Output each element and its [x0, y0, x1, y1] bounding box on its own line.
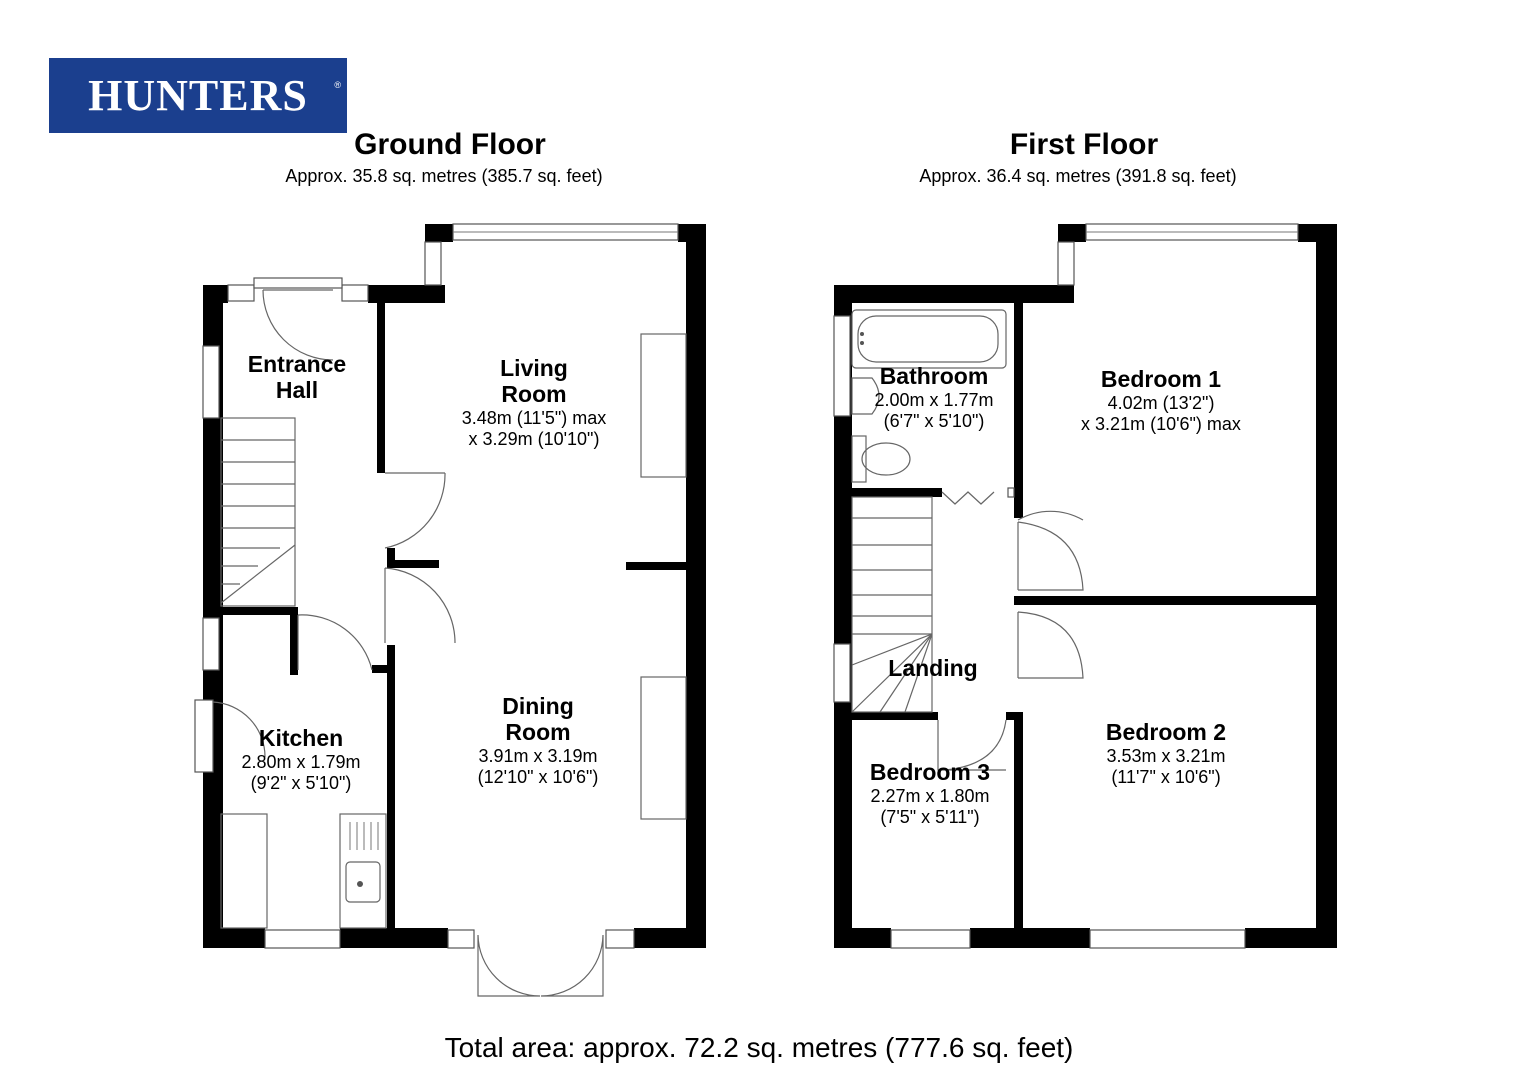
wall	[686, 224, 706, 948]
room-name: Room	[505, 719, 571, 745]
room-name: Living	[500, 355, 568, 381]
room-name: Room	[501, 381, 567, 407]
wc-cistern	[852, 436, 866, 482]
door-swing-bedroom-2	[1018, 612, 1083, 678]
wall	[290, 607, 298, 675]
wall	[1006, 712, 1023, 720]
room-dimensions: (12'10" x 10'6")	[477, 767, 599, 787]
front-door	[254, 278, 342, 288]
room-name: Dining	[502, 693, 574, 719]
wall	[221, 607, 297, 615]
wall	[634, 928, 706, 948]
room-dimensions: 2.00m x 1.77m	[874, 390, 994, 410]
window	[425, 242, 441, 285]
kitchen-unit	[221, 814, 267, 928]
wc-bowl	[862, 443, 910, 475]
room-name: Bedroom 2	[1105, 719, 1227, 745]
door-swing	[1018, 511, 1083, 520]
room-dimensions: 2.27m x 1.80m	[870, 786, 990, 806]
wall	[203, 285, 228, 303]
wall	[852, 712, 938, 720]
room-name: Bedroom 3	[869, 759, 991, 785]
sink	[346, 862, 380, 902]
window	[891, 930, 970, 948]
window	[834, 644, 850, 702]
kitchen-counter	[340, 814, 386, 928]
first-floor-plan	[834, 224, 1337, 948]
door-swing	[385, 473, 445, 548]
bifold-door	[942, 492, 994, 504]
wall	[203, 928, 265, 948]
wall	[678, 224, 706, 242]
first-floor-title: First Floor	[1009, 128, 1159, 161]
window	[1058, 242, 1074, 285]
wall	[340, 928, 448, 948]
door-swing	[263, 290, 333, 360]
door-swing	[385, 568, 455, 643]
window	[228, 285, 254, 301]
window	[203, 346, 219, 418]
wall	[852, 488, 942, 497]
window	[1090, 930, 1245, 948]
room-name: Bathroom	[879, 363, 989, 389]
wall	[377, 303, 385, 473]
wall	[1014, 303, 1023, 518]
chimney-breast	[641, 677, 686, 819]
window	[265, 930, 340, 948]
room-name: Entrance	[247, 351, 347, 377]
window	[834, 316, 850, 416]
room-dimensions: 3.53m x 3.21m	[1106, 746, 1226, 766]
door-swing-bedroom-1	[1018, 522, 1083, 590]
room-name: Landing	[888, 655, 978, 681]
wall	[387, 645, 395, 930]
bath	[852, 310, 1006, 368]
ground-floor-title: Ground Floor	[354, 128, 546, 161]
room-dimensions: 3.91m x 3.19m	[478, 746, 598, 766]
window	[342, 285, 368, 301]
french-door-swing	[541, 935, 603, 996]
room-dimensions: (7'5" x 5'11")	[880, 807, 980, 827]
wall	[1058, 224, 1086, 242]
window	[203, 618, 219, 670]
wall	[970, 928, 1090, 948]
wall	[626, 562, 688, 570]
logo-registered-mark: ®	[334, 80, 341, 90]
wall	[1245, 928, 1337, 948]
wall	[1316, 224, 1337, 948]
ground-floor-area: Approx. 35.8 sq. metres (385.7 sq. feet)	[285, 166, 603, 186]
room-dimensions: 2.80m x 1.79m	[241, 752, 361, 772]
sink-drain	[357, 881, 363, 887]
wall	[834, 285, 1074, 303]
wall	[834, 928, 891, 948]
staircase	[221, 418, 295, 606]
room-dimensions: x 3.21m (10'6") max	[1081, 414, 1241, 434]
room-dimensions: (6'7" x 5'10")	[883, 411, 985, 431]
logo-text: HUNTERS	[88, 71, 308, 120]
wall	[372, 665, 392, 673]
room-name: Kitchen	[258, 725, 344, 751]
wall	[368, 285, 445, 303]
wall	[1298, 224, 1337, 242]
room-dimensions: (9'2" x 5'10")	[250, 773, 352, 793]
window	[606, 930, 634, 948]
room-dimensions: x 3.29m (10'10")	[468, 429, 600, 449]
total-area: Total area: approx. 72.2 sq. metres (777.6 sq. feet)	[444, 1032, 1074, 1063]
wall	[425, 224, 453, 242]
chimney-breast	[641, 334, 686, 477]
room-name: Bedroom 1	[1100, 366, 1222, 392]
door-swing	[298, 615, 372, 670]
first-floor-area: Approx. 36.4 sq. metres (391.8 sq. feet)	[919, 166, 1237, 186]
bath-inner	[858, 316, 998, 362]
room-dimensions: (11'7" x 10'6")	[1111, 767, 1221, 787]
room-dimensions: 4.02m (13'2")	[1107, 393, 1215, 413]
side-door	[195, 700, 213, 772]
room-name: Hall	[275, 377, 319, 403]
wall	[387, 560, 439, 568]
wall	[1014, 596, 1336, 605]
room-dimensions: 3.48m (11'5") max	[461, 408, 607, 428]
window	[448, 930, 474, 948]
french-door-swing	[478, 935, 540, 996]
door-jamb	[1008, 488, 1014, 497]
wall	[1014, 712, 1023, 930]
ground-floor-plan	[195, 224, 706, 996]
